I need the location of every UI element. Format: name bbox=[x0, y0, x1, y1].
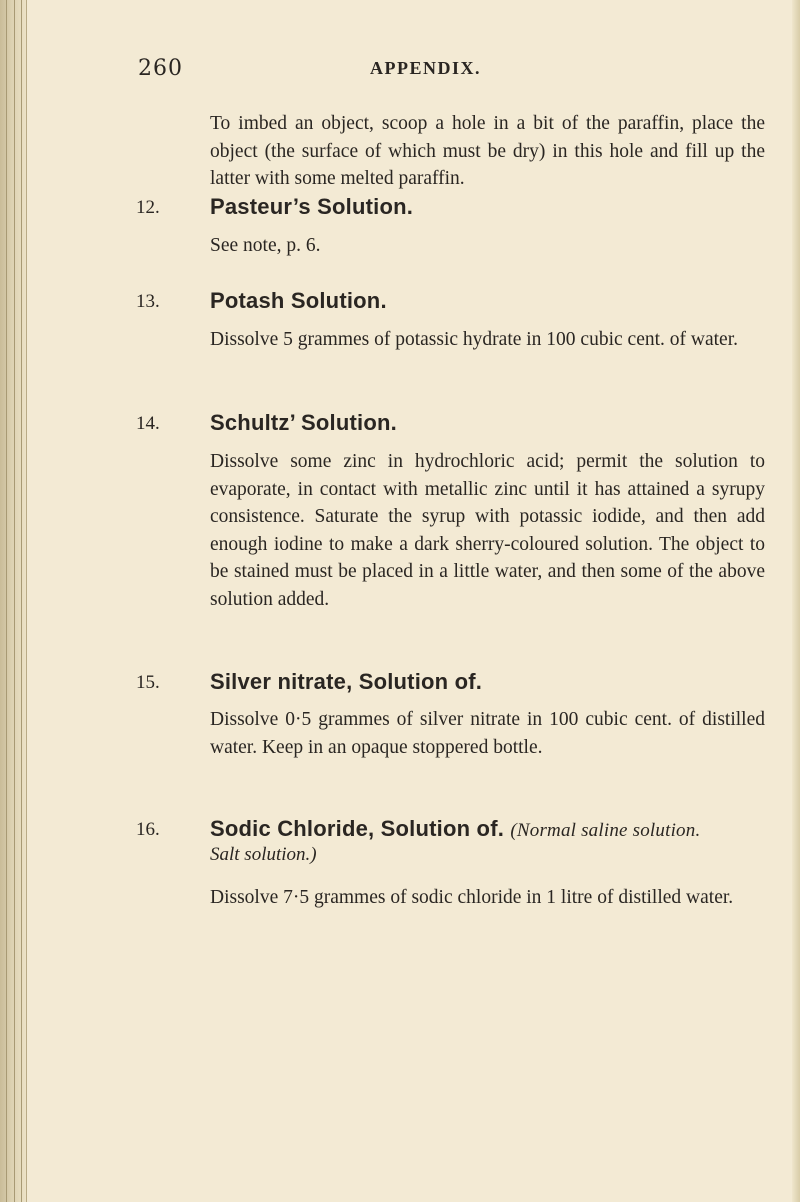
gutter-line bbox=[21, 0, 22, 1202]
section-13-body: Dissolve 5 grammes of potassic hydrate in 100 cubic cent. of water. bbox=[210, 329, 738, 350]
running-head: APPENDIX. bbox=[370, 58, 481, 78]
section-title: Schultz’ Solution. bbox=[210, 410, 397, 435]
section-15-body: Dissolve 0·5 grammes of silver nitrate in 100 cubic cent. of distilled water. Keep in an opaque stoppered bottle. bbox=[210, 709, 765, 758]
section-number: 14. bbox=[136, 413, 160, 434]
section-number: 12. bbox=[136, 197, 160, 218]
section-number: 15. bbox=[136, 672, 160, 693]
section-16-body: Dissolve 7·5 grammes of sodic chloride in 1 litre of distilled water. bbox=[210, 887, 734, 908]
section-title-text: Sodic Chloride, Solution of. bbox=[210, 816, 505, 841]
gutter-line bbox=[6, 0, 7, 1202]
page-number: 260 bbox=[138, 56, 183, 81]
section-title: Potash Solution. bbox=[210, 288, 387, 313]
page-edge bbox=[792, 0, 800, 1202]
section-title-note: (Normal saline solution. bbox=[510, 820, 701, 841]
section-title: Pasteur’s Solution. bbox=[210, 194, 414, 219]
intro-paragraph: To imbed an object, scoop a hole in a bit of the paraffin, place the object (the surface of which must be dry) in this hole and fill up the latter with some melted paraffin. bbox=[210, 113, 765, 189]
page-header bbox=[138, 56, 788, 86]
section-title: Silver nitrate, Solution of. bbox=[210, 669, 483, 694]
section-14-body: Dissolve some zinc in hydrochloric acid; permit the solution to evaporate, in contact with metallic zinc until it has attained a syrupy consistence. Saturate the syrup with potassic iodide, and then add enough iodine to make a dark sherry-coloured solution. The object to be stained must be placed in a little water, and then some of the above solution added. bbox=[210, 451, 765, 610]
section-subtitle: Salt solution.) bbox=[210, 844, 317, 865]
section-number: 16. bbox=[136, 819, 160, 840]
section-title bbox=[210, 816, 700, 842]
gutter-line bbox=[14, 0, 15, 1202]
section-12-body: See note, p. 6. bbox=[210, 235, 321, 256]
section-number: 13. bbox=[136, 291, 160, 312]
